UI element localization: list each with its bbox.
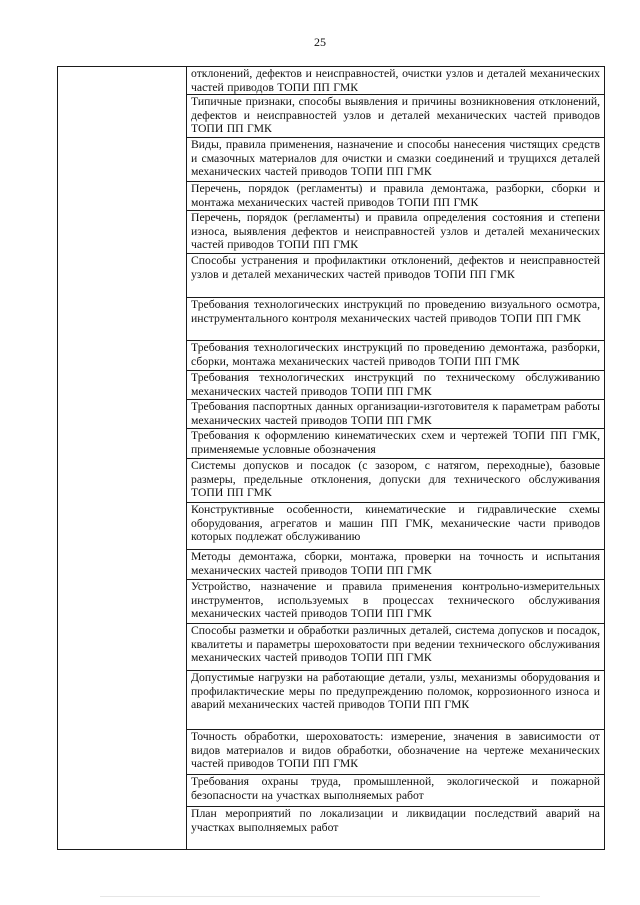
right-column-cell xyxy=(187,67,605,850)
left-column-cell xyxy=(58,67,187,850)
list-item: Допустимые нагрузки на работающие детали, узлы, механизмы оборудования и профилактические меры по предупреждению поломок, коррозионного износа и аварий механических частей приводов ТОПИ ПП ГМК xyxy=(187,671,604,730)
list-item: Точность обработки, шероховатость: измерение, значения в зависимости от видов материалов и видов обработки, обозначение на чертеже механических частей приводов ТОПИ ПП ГМК xyxy=(187,730,604,775)
list-item: Устройство, назначение и правила применения контрольно-измерительных инструментов, используемых в процессах технического обслуживания механических частей приводов ТОПИ ПП ГМК xyxy=(187,580,604,624)
list-item: План мероприятий по локализации и ликвидации последствий аварий на участках выполняемых работ xyxy=(191,807,600,834)
list-item: Способы устранения и профилактики отклонений, дефектов и неисправностей узлов и деталей механических частей приводов ТОПИ ПП ГМК xyxy=(187,254,604,298)
list-item: Виды, правила применения, назначение и способы нанесения чистящих средств и смазочных материалов для очистки и смазки соединений и трущихся деталей механических частей приводов ТОПИ ПП ГМК xyxy=(187,138,604,182)
list-item: Требования технологических инструкций по техническому обслуживанию механических частей приводов ТОПИ ПП ГМК xyxy=(187,371,604,400)
list-item: Требования технологических инструкций по проведению демонтажа, разборки, сборки, монтажа механических частей приводов ТОПИ ПП ГМК xyxy=(187,341,604,371)
knowledge-list xyxy=(187,67,604,849)
list-item: Системы допусков и посадок (с зазором, с натягом, переходные), базовые размеры, предельные отклонения, допуски для технического обслуживания ТОПИ ПП ГМК xyxy=(187,459,604,503)
list-item: Требования охраны труда, промышленной, экологической и пожарной безопасности на участках выполняемых работ xyxy=(187,775,604,807)
list-item: Способы разметки и обработки различных деталей, система допусков и посадок, квалитеты и параметры шероховатости при ведении технического обслуживания механических частей приводов ТОПИ ПП ГМК xyxy=(187,624,604,671)
list-item: Требования технологических инструкций по проведению визуального осмотра, инструментального контроля механических частей приводов ТОПИ ПП ГМК xyxy=(187,298,604,341)
table-row xyxy=(58,67,605,850)
list-item: Методы демонтажа, сборки, монтажа, проверки на точность и испытания механических частей приводов ТОПИ ПП ГМК xyxy=(187,550,604,580)
page-number: 25 xyxy=(314,35,326,49)
list-item: отклонений, дефектов и неисправностей, очистки узлов и деталей механических частей приводов ТОПИ ПП ГМК xyxy=(187,67,604,95)
list-item: Конструктивные особенности, кинематические и гидравлические схемы оборудования, агрегатов и машин ПП ГМК, механические части приводов которых подлежат обслуживанию xyxy=(187,503,604,550)
list-item: Типичные признаки, способы выявления и причины возникновения отклонений, дефектов и неисправностей узлов и деталей механических частей приводов ТОПИ ПП ГМК xyxy=(187,95,604,138)
list-item: Перечень, порядок (регламенты) и правила демонтажа, разборки, сборки и монтажа механических частей приводов ТОПИ ПП ГМК xyxy=(187,182,604,211)
list-item: Требования паспортных данных организации-изготовителя к параметрам работы механических частей приводов ТОПИ ПП ГМК xyxy=(187,400,604,429)
scan-artifact-line xyxy=(100,896,540,897)
list-item: Перечень, порядок (регламенты) и правила определения состояния и степени износа, выявления дефектов и неисправностей узлов и деталей механических частей приводов ТОПИ ПП ГМК xyxy=(187,211,604,254)
list-item: Требования к оформлению кинематических схем и чертежей ТОПИ ПП ГМК, применяемые условные обозначения xyxy=(187,429,604,459)
requirements-table xyxy=(57,66,605,850)
